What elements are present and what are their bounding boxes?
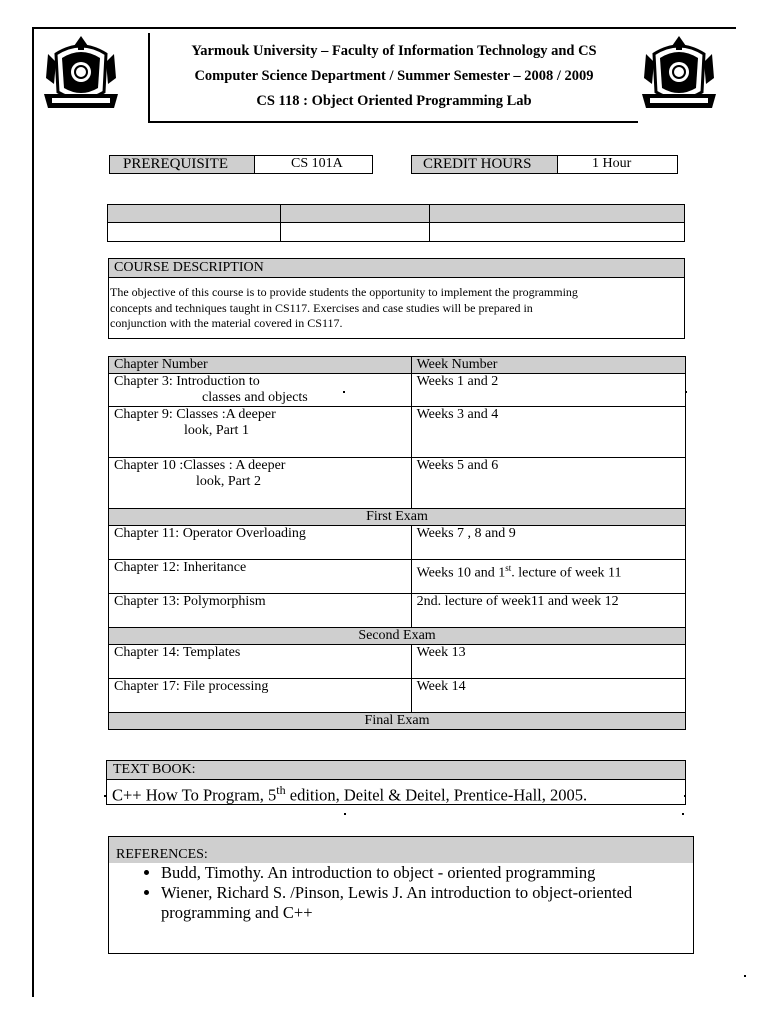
info-table-divider — [280, 204, 281, 242]
schedule-table — [108, 356, 686, 730]
exam-row — [109, 509, 686, 526]
week-cell: Week 14 — [411, 679, 685, 713]
week-cell: Week 13 — [411, 645, 685, 679]
scan-mark — [684, 795, 686, 797]
chapter-cell-continued: look, Part 2 — [196, 474, 261, 489]
chapter-column-header: Chapter Number — [109, 357, 412, 374]
chapter-cell: Chapter 10 :Classes : A deeper — [114, 458, 286, 473]
textbook-edition-superscript: th — [276, 783, 286, 797]
prerequisite-value: CS 101A — [291, 156, 343, 171]
chapter-cell: Chapter 9: Classes :A deeper — [114, 407, 276, 422]
chapter-cell: Chapter 11: Operator Overloading — [109, 526, 412, 560]
reference-item: • Budd, Timothy. An introduction to object - oriented programming — [161, 863, 721, 883]
references-header — [108, 836, 694, 863]
course-title: CS 118 : Object Oriented Programming Lab — [256, 93, 532, 109]
scan-mark — [744, 975, 746, 977]
chapter-cell: Chapter 12: Inheritance — [109, 560, 412, 594]
course-description-header — [108, 258, 685, 278]
textbook-title: TEXT BOOK: — [113, 762, 196, 777]
textbook-body — [106, 779, 686, 805]
info-table-divider — [429, 204, 430, 242]
document-header — [148, 33, 638, 123]
textbook-citation-text-continued: edition, Deitel & Deitel, Prentice-Hall, 2005. — [285, 785, 588, 805]
table-row — [109, 458, 686, 509]
university-logo-right — [636, 32, 722, 118]
chapter-cell-continued: look, Part 1 — [184, 423, 249, 438]
week-cell: 2nd. lecture of week11 and week 12 — [411, 594, 685, 628]
exam-row — [109, 713, 686, 730]
page-border-top — [32, 27, 736, 29]
table-row — [109, 679, 686, 713]
references-title: REFERENCES: — [116, 847, 208, 862]
chapter-cell-continued: classes and objects — [202, 390, 308, 405]
chapter-cell: Chapter 13: Polymorphism — [109, 594, 412, 628]
chapter-cell: Chapter 17: File processing — [109, 679, 412, 713]
scan-mark — [104, 795, 106, 797]
week-superscript: st — [505, 563, 512, 573]
university-title: Yarmouk University – Faculty of Information Technology and CS — [191, 43, 597, 59]
credit-hours-label-box — [411, 155, 558, 174]
chapter-cell: Chapter 14: Templates — [109, 645, 412, 679]
table-row — [109, 645, 686, 679]
chapter-cell: Chapter 3: Introduction to — [114, 374, 260, 389]
week-text-continued: . lecture of week 11 — [511, 565, 622, 581]
scan-mark — [685, 391, 687, 393]
scan-mark — [344, 813, 346, 815]
credit-hours-value: 1 Hour — [592, 156, 632, 171]
scan-mark — [682, 813, 684, 815]
prerequisite-label-box — [109, 155, 255, 174]
table-row — [109, 407, 686, 458]
final-exam-label: Final Exam — [109, 713, 686, 730]
table-row — [109, 374, 686, 407]
table-row — [109, 526, 686, 560]
department-line: Computer Science Department / Summer Semester – 2008 / 2009 — [194, 68, 594, 84]
table-row — [109, 594, 686, 628]
course-description-title: COURSE DESCRIPTION — [114, 260, 264, 275]
credit-hours-value-box — [557, 155, 678, 174]
prerequisite-value-box — [254, 155, 373, 174]
textbook-citation-text: C++ How To Program, 5 — [112, 785, 277, 805]
textbook-citation — [112, 783, 587, 806]
course-description-line: The objective of this course is to provide students the opportunity to implement the programming — [110, 285, 578, 299]
week-text: Weeks 10 and 1 — [416, 565, 506, 581]
table-row — [109, 560, 686, 594]
week-cell: Weeks 3 and 4 — [411, 407, 685, 458]
info-table-header — [107, 204, 685, 223]
week-cell: Weeks 5 and 6 — [411, 458, 685, 509]
info-table-row — [107, 222, 685, 242]
exam-row — [109, 628, 686, 645]
week-cell: Weeks 7 , 8 and 9 — [411, 526, 685, 560]
scan-mark — [343, 391, 345, 393]
prerequisite-label: PREREQUISITE — [123, 156, 228, 172]
page-border-left — [32, 27, 34, 997]
course-description-text — [110, 285, 680, 332]
textbook-header — [106, 760, 686, 780]
course-description-line: concepts and techniques taught in CS117. Exercises and case studies will be prepared in — [110, 300, 533, 315]
week-cell: Weeks 1 and 2 — [411, 374, 685, 407]
week-cell — [411, 560, 685, 594]
schedule-header-row — [109, 357, 686, 374]
university-logo-left — [38, 32, 124, 118]
first-exam-label: First Exam — [109, 509, 686, 526]
course-description-line: conjunction with the material covered in CS117. — [110, 316, 343, 330]
references-list — [115, 863, 721, 923]
reference-item: • Wiener, Richard S. /Pinson, Lewis J. An introduction to object-oriented programming and C++ — [161, 883, 721, 923]
credit-hours-label: CREDIT HOURS — [423, 156, 532, 172]
second-exam-label: Second Exam — [109, 628, 686, 645]
week-column-header: Week Number — [411, 357, 685, 374]
